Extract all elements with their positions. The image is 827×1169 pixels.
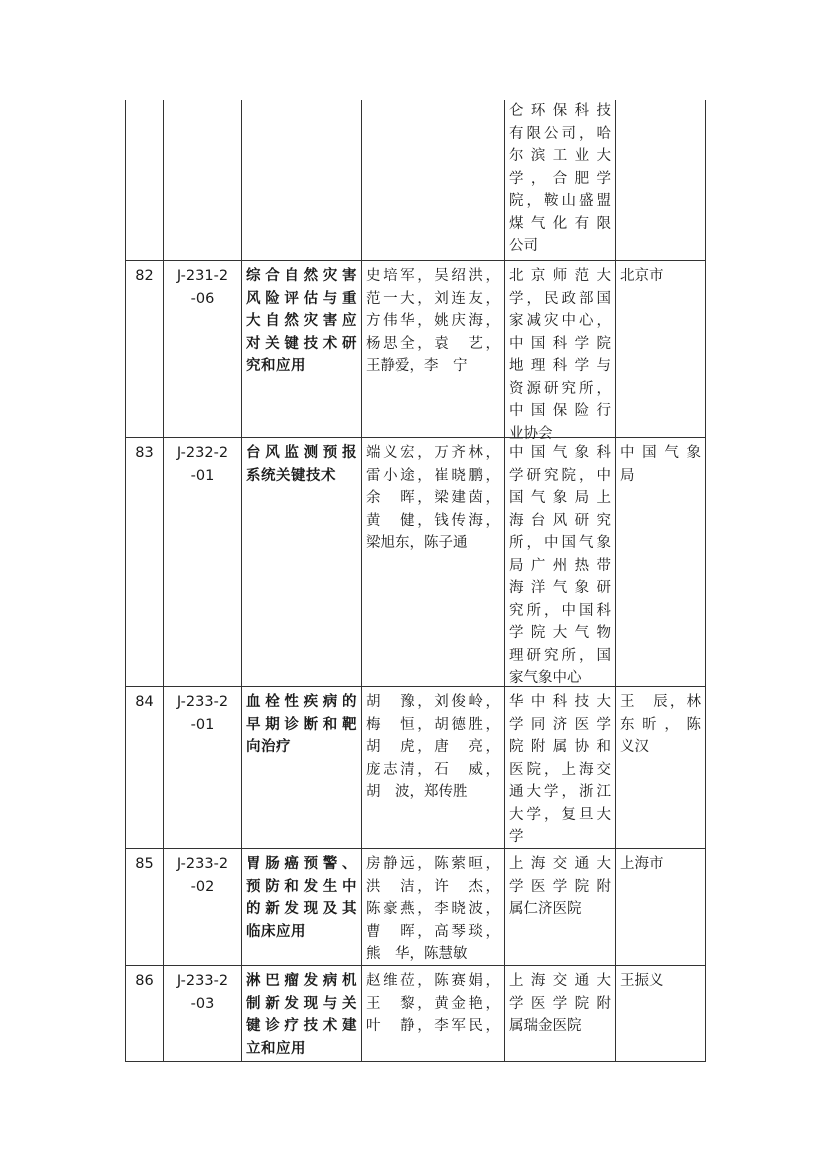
cell-units: 上海交通大 学医学院附 属仁济医院 bbox=[504, 849, 615, 965]
cell-persons: 房静远，陈萦晅， 洪 洁，许 杰， 陈豪燕，李晓波， 曹 晖，高琴琰， 熊 华，陈慧敏 bbox=[361, 849, 504, 965]
cell-number: 85 bbox=[125, 849, 163, 965]
cell-persons: 胡 豫，刘俊岭， 梅 恒，胡德胜， 胡 虎，唐 亮， 庞志清，石 威， 胡 波，郑传胜 bbox=[361, 687, 504, 848]
cell-recommender bbox=[615, 100, 706, 260]
cell-recommender: 王 辰，林 东昕，陈 义汉 bbox=[615, 687, 706, 848]
cell-code: J-233-2 -03 bbox=[163, 966, 241, 1061]
cell-units: 北京师范大 学，民政部国 家减灾中心， 中国科学院 地理科学与 资源研究所， 中国保险行 业协会 bbox=[504, 261, 615, 437]
cell-recommender: 上海市 bbox=[615, 849, 706, 965]
awards-table bbox=[125, 100, 706, 1062]
table-row bbox=[125, 966, 706, 1062]
cell-persons: 端义宏，万齐林， 雷小途，崔晓鹏， 余 晖，梁建茵， 黄 健，钱传海， 梁旭东，陈子通 bbox=[361, 438, 504, 686]
cell-persons bbox=[361, 100, 504, 260]
cell-project-name: 综合自然灾害 风险评估与重 大自然灾害应 对关键技术研 究和应用 bbox=[241, 261, 361, 437]
cell-units: 中国气象科 学研究院，中 国气象局上 海台风研究 所，中国气象 局广州热带 海洋气象研 究所，中国科 学院大气物 理研究所，国 家气象中心 bbox=[504, 438, 615, 686]
cell-number: 86 bbox=[125, 966, 163, 1061]
table-row bbox=[125, 687, 706, 849]
cell-code: J-233-2 -01 bbox=[163, 687, 241, 848]
cell-number: 82 bbox=[125, 261, 163, 437]
cell-code bbox=[163, 100, 241, 260]
table-row bbox=[125, 261, 706, 442]
cell-project-name: 血栓性疾病的 早期诊断和靶 向治疗 bbox=[241, 687, 361, 848]
cell-project-name: 胃肠癌预警、 预防和发生中 的新发现及其 临床应用 bbox=[241, 849, 361, 965]
cell-persons: 史培军，吴绍洪， 范一大，刘连友， 方伟华，姚庆海， 杨思全，袁 艺， 王静爱，李 宁 bbox=[361, 261, 504, 437]
cell-number bbox=[125, 100, 163, 260]
cell-persons: 赵维莅，陈赛娟， 王 黎，黄金艳， 叶 静，李军民， bbox=[361, 966, 504, 1061]
cell-project-name: 淋巴瘤发病机 制新发现与关 键诊疗技术建 立和应用 bbox=[241, 966, 361, 1061]
cell-recommender: 王振义 bbox=[615, 966, 706, 1061]
cell-code: J-231-2 -06 bbox=[163, 261, 241, 437]
cell-units: 华中科技大 学同济医学 院附属协和 医院，上海交 通大学，浙江 大学，复旦大 学 bbox=[504, 687, 615, 848]
cell-units: 上海交通大 学医学院附 属瑞金医院 bbox=[504, 966, 615, 1061]
table-row bbox=[125, 100, 706, 261]
cell-units: 仑环保科技 有限公司，哈 尔滨工业大 学，合肥学 院，鞍山盛盟 煤气化有限 公司 bbox=[504, 100, 615, 260]
cell-code: J-233-2 -02 bbox=[163, 849, 241, 965]
table-row bbox=[125, 849, 706, 966]
cell-project-name: 台风监测预报 系统关键技术 bbox=[241, 438, 361, 686]
table-row bbox=[125, 438, 706, 687]
cell-number: 83 bbox=[125, 438, 163, 686]
cell-number: 84 bbox=[125, 687, 163, 848]
cell-recommender: 中国气象 局 bbox=[615, 438, 706, 686]
cell-recommender: 北京市 bbox=[615, 261, 706, 437]
cell-code: J-232-2 -01 bbox=[163, 438, 241, 686]
cell-project-name bbox=[241, 100, 361, 260]
